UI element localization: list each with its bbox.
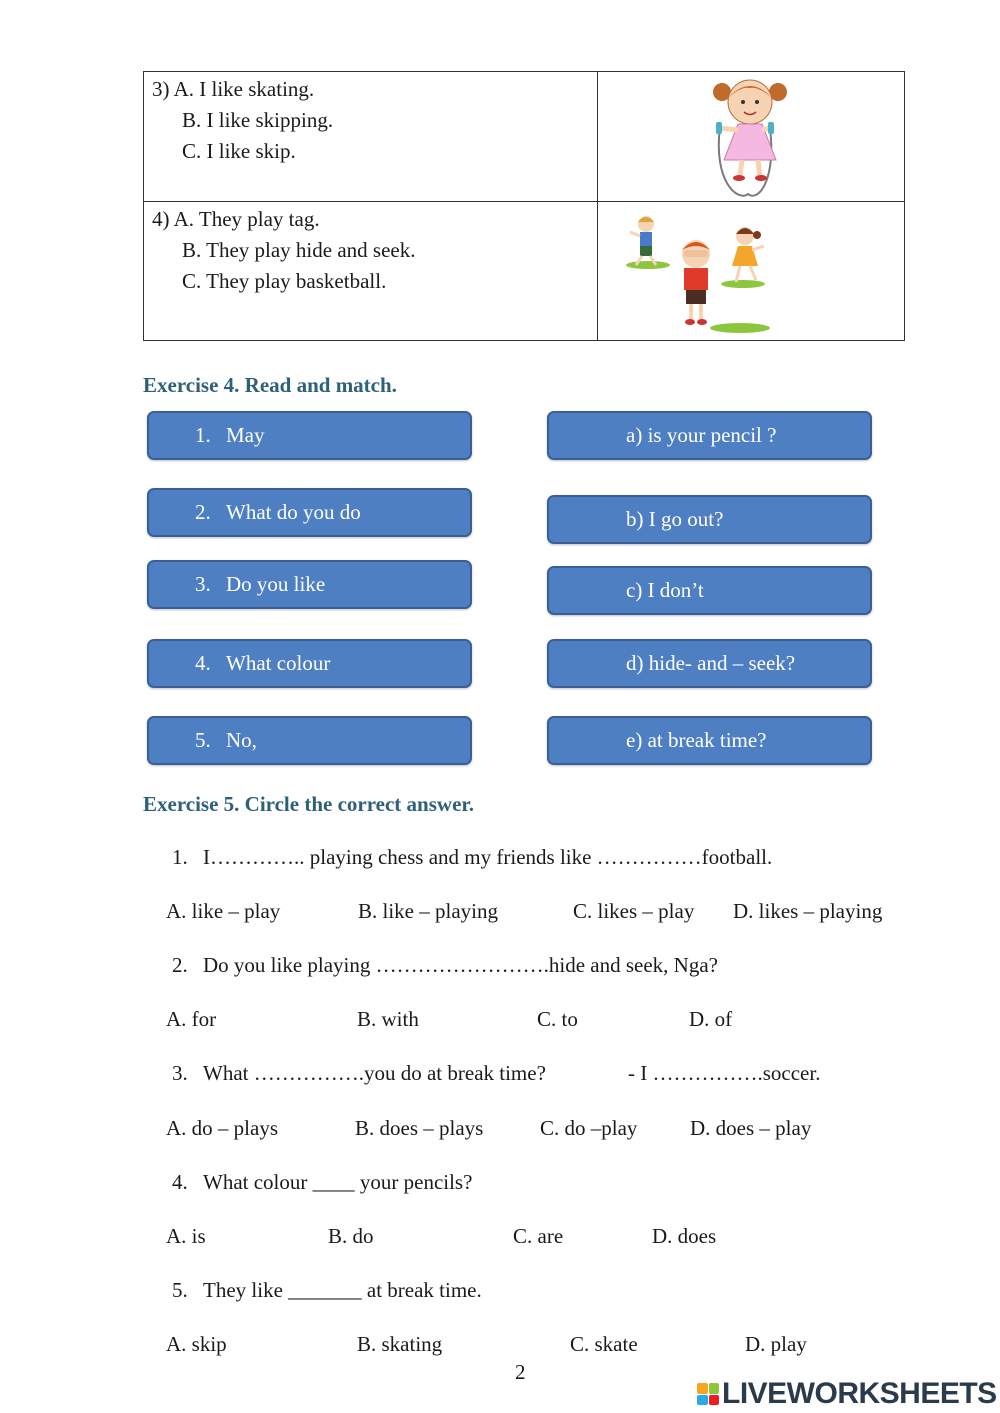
brand-text: LIVEWORKSHEETS xyxy=(722,1377,997,1410)
question-2-option-a[interactable]: A. for xyxy=(166,1007,217,1031)
question-1-text: 1. I………….. playing chess and my friends like ……………football. xyxy=(172,845,773,869)
question-3-answer-text: - I …………….soccer. xyxy=(628,1061,821,1085)
match-right-b[interactable]: b) I go out? xyxy=(547,495,872,544)
question-1-option-d[interactable]: D. likes – playing xyxy=(733,899,883,923)
question-5-option-d[interactable]: D. play xyxy=(745,1332,807,1356)
exercise-4-heading: Exercise 4. Read and match. xyxy=(143,373,397,397)
liveworksheets-logo-icon xyxy=(697,1383,719,1405)
match-right-d[interactable]: d) hide- and – seek? xyxy=(547,639,872,688)
question-1-option-a[interactable]: A. like – play xyxy=(166,899,281,923)
question-1-option-b[interactable]: B. like – playing xyxy=(358,899,498,923)
question-4-option-a: 4) A. They play tag. xyxy=(152,207,320,231)
question-2-options xyxy=(0,1007,1000,1037)
question-5-option-a[interactable]: A. skip xyxy=(166,1332,227,1356)
question-3-option-d[interactable]: D. does – play xyxy=(690,1116,812,1140)
question-4-option-d[interactable]: D. does xyxy=(652,1224,717,1248)
question-4-option-c[interactable]: C. are xyxy=(513,1224,564,1248)
question-4-text: 4. What colour ____ your pencils? xyxy=(172,1170,473,1194)
question-4-options xyxy=(0,1224,1000,1254)
match-right-e[interactable]: e) at break time? xyxy=(547,716,872,765)
question-3-option-b: B. I like skipping. xyxy=(182,108,334,132)
match-right-c[interactable]: c) I don’t xyxy=(547,566,872,615)
question-2-text: 2. Do you like playing …………………….hide and seek, Nga? xyxy=(172,953,718,977)
skipping-girl-picture xyxy=(598,72,905,202)
question-2-option-b[interactable]: B. with xyxy=(357,1007,419,1031)
match-left-5[interactable]: 5. No, xyxy=(147,716,472,765)
liveworksheets-brand[interactable] xyxy=(697,1378,997,1410)
exercise-5-heading: Exercise 5. Circle the correct answer. xyxy=(143,792,475,816)
question-5-option-b[interactable]: B. skating xyxy=(357,1332,443,1356)
match-right-a[interactable]: a) is your pencil ? xyxy=(547,411,872,460)
question-3-option-c[interactable]: C. do –play xyxy=(540,1116,638,1140)
question-2-option-c[interactable]: C. to xyxy=(537,1007,578,1031)
question-4-option-c: C. They play basketball. xyxy=(182,269,387,293)
question-3-options xyxy=(0,1116,1000,1146)
question-1-option-c[interactable]: C. likes – play xyxy=(573,899,695,923)
skipping-girl-picture-cell xyxy=(598,72,905,202)
question-3-option-c: C. I like skip. xyxy=(182,139,296,163)
question-3-text: 3. What …………….you do at break time? xyxy=(172,1061,546,1085)
question-3-option-a: 3) A. I like skating. xyxy=(152,77,315,101)
hide-and-seek-picture xyxy=(598,202,905,341)
page-number: 2 xyxy=(515,1360,526,1384)
question-4-option-b[interactable]: B. do xyxy=(328,1224,374,1248)
match-left-2[interactable]: 2. What do you do xyxy=(147,488,472,537)
hide-and-seek-picture-cell xyxy=(598,202,905,341)
match-left-1[interactable]: 1. May xyxy=(147,411,472,460)
question-4-option-b: B. They play hide and seek. xyxy=(182,238,416,262)
question-2-option-d[interactable]: D. of xyxy=(689,1007,733,1031)
question-4-option-a[interactable]: A. is xyxy=(166,1224,206,1248)
question-5-options xyxy=(0,1332,1000,1362)
question-4-cell xyxy=(144,202,598,341)
question-3-option-b[interactable]: B. does – plays xyxy=(355,1116,484,1140)
table-row xyxy=(144,72,905,202)
table-row xyxy=(144,202,905,341)
match-left-4[interactable]: 4. What colour xyxy=(147,639,472,688)
match-left-3[interactable]: 3. Do you like xyxy=(147,560,472,609)
question-table xyxy=(143,71,905,341)
question-5-option-c[interactable]: C. skate xyxy=(570,1332,638,1356)
question-3-cell xyxy=(144,72,598,202)
question-5-text: 5. They like _______ at break time. xyxy=(172,1278,482,1302)
question-3-option-a[interactable]: A. do – plays xyxy=(166,1116,278,1140)
question-1-options xyxy=(0,899,1000,929)
